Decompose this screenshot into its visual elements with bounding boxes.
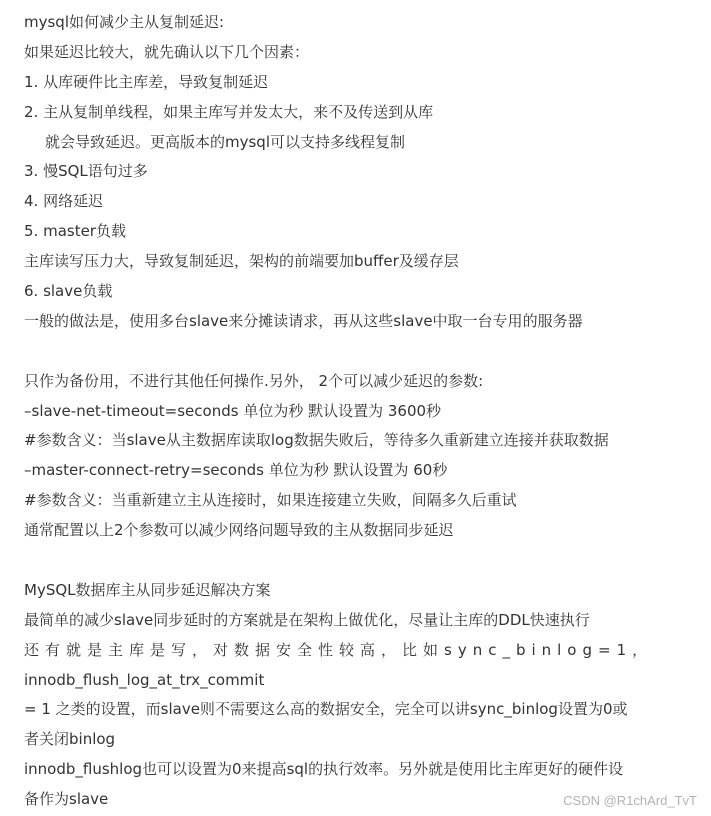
text-line: 最简单的减少slave同步延时的方案就是在架构上做优化，尽量让主库的DDL快速执行 [24,610,590,629]
parameter-comment: #参数含义：当slave从主数据库读取log数据失败后，等待多久重新建立连接并获取数据 [24,431,609,450]
text-line: 如果延迟比较大，就先确认以下几个因素： [24,42,310,61]
heading-line: mysql如何减少主从复制延迟: [24,13,225,31]
text-line: innodb_flushlog也可以设置为0来提高sql的执行效率。另外就是使用比主库更好的硬件设 [24,760,624,779]
blank-line [24,337,689,367]
text-line: 者关闭binlog [24,730,116,749]
section-heading: MySQL数据库主从同步延迟解决方案 [24,580,271,599]
list-item: 6. slave负载 [24,282,113,301]
parameter-line: –master-connect-retry=seconds 单位为秒 默认设置为 60秒 [24,461,448,480]
article-body [24,8,689,815]
blank-line [24,546,689,576]
text-line: 一般的做法是，使用多台slave来分摊读请求，再从这些slave中取一台专用的服务器 [24,311,583,330]
text-line: innodb_flush_log_at_trx_commit [24,670,265,689]
text-line: 通常配置以上2个参数可以减少网络问题导致的主从数据同步延迟 [24,521,454,540]
list-item-continuation: 就会导致延迟。更高版本的mysql可以支持多线程复制 [45,132,405,151]
list-item: 5. master负载 [24,222,126,241]
text-line: 还有就是主库是写，对数据安全性较高，比如sync_binlog=1， [24,640,654,659]
text-line: 主库读写压力大，导致复制延迟，架构的前端要加buffer及缓存层 [24,252,459,271]
parameter-comment: #参数含义：当重新建立主从连接时，如果连接建立失败，间隔多久后重试 [24,491,517,510]
parameter-line: –slave-net-timeout=seconds 单位为秒 默认设置为 3600秒 [24,401,442,420]
list-item: 1. 从库硬件比主库差，导致复制延迟 [24,72,269,91]
list-item: 2. 主从复制单线程，如果主库写并发太大，来不及传送到从库 [24,102,434,121]
list-item: 3. 慢SQL语句过多 [24,162,148,181]
watermark-label: CSDN @R1chArd_TvT [563,793,697,808]
text-line: = 1 之类的设置，而slave则不需要这么高的数据安全，完全可以讲sync_binlog设置为0或 [24,700,628,719]
text-line: 备作为slave [24,790,109,809]
text-line: 只作为备份用，不进行其他任何操作.另外， 2个可以减少延迟的参数: [24,371,484,390]
list-item: 4. 网络延迟 [24,192,104,211]
